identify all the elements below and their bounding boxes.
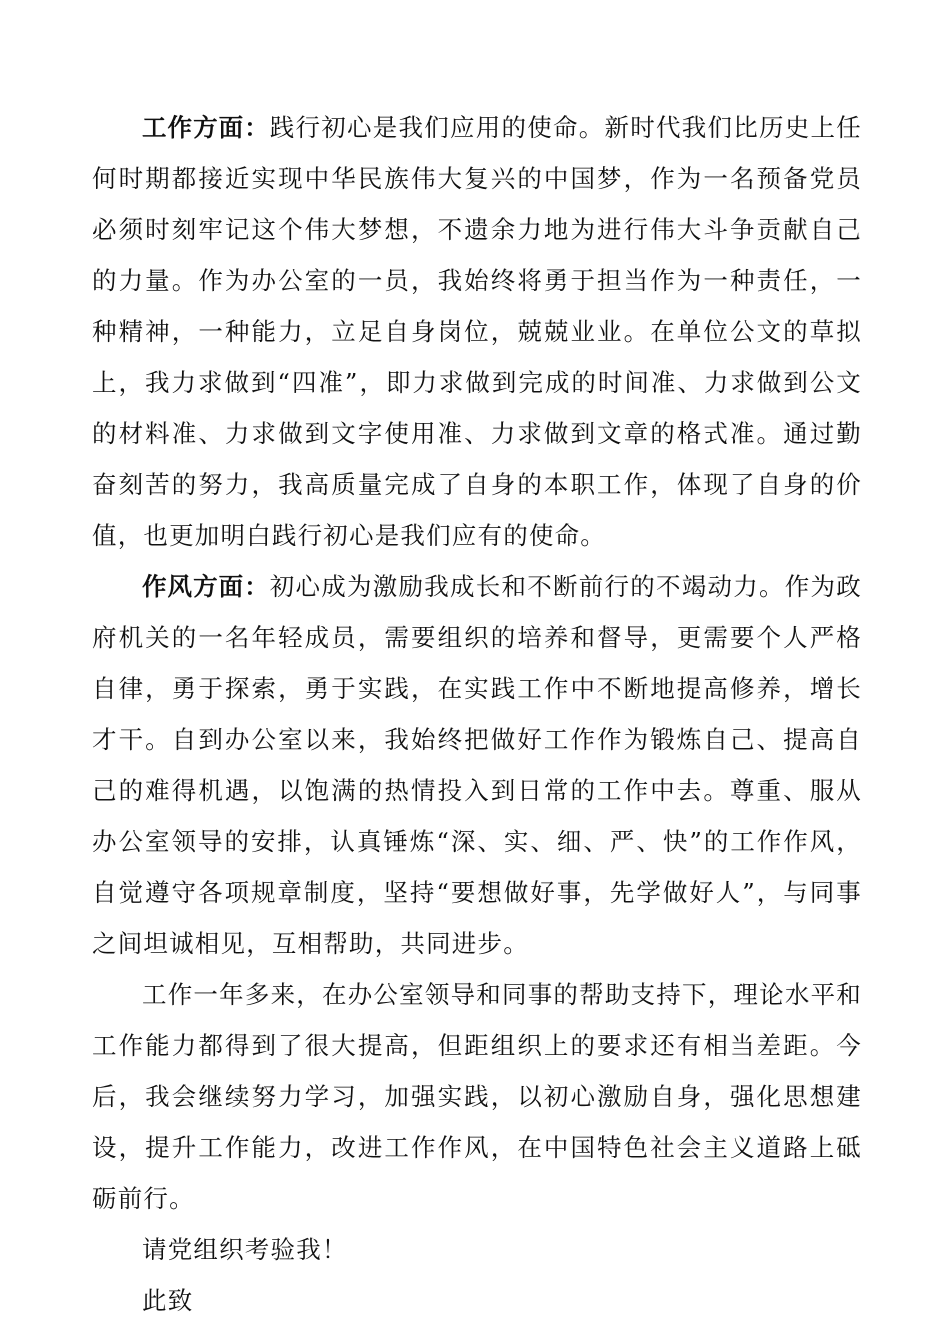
paragraph-request <box>92 1224 862 1275</box>
paragraph-lead-heading: 作风方面： <box>142 572 270 601</box>
paragraph-work <box>92 102 862 561</box>
paragraph-body-text: 初心成为激励我成长和不断前行的不竭动力。作为政府机关的一名年轻成员，需要组织的培养和督导，更需要个人严格自律，勇于探索，勇于实践，在实践工作中不断地提高修养，增长才干。自到办公室以来，我始终把做好工作作为锻炼自己、提高自己的难得机遇，以饱满的热情投入到日常的工作中去。尊重、服从办公室领导的安排，认真锤炼“深、实、细、严、快”的工作作风，自觉遵守各项规章制度，坚持“要想做好事，先学做好人”，与同事之间坦诚相见，互相帮助，共同进步。 <box>92 572 862 958</box>
paragraph-lead-heading: 工作方面： <box>142 113 270 142</box>
paragraph-body-text: 此致 <box>142 1286 194 1315</box>
document-page <box>92 102 862 1326</box>
paragraph-closing <box>92 1275 862 1326</box>
paragraph-style <box>92 561 862 969</box>
paragraph-body-text: 请党组织考验我！ <box>142 1235 348 1264</box>
paragraph-summary <box>92 969 862 1224</box>
paragraph-body-text: 践行初心是我们应用的使命。新时代我们比历史上任何时期都接近实现中华民族伟大复兴的中国梦，作为一名预备党员必须时刻牢记这个伟大梦想，不遗余力地为进行伟大斗争贡献自己的力量。作为办公室的一员，我始终将勇于担当作为一种责任，一种精神，一种能力，立足自身岗位，兢兢业业。在单位公文的草拟上，我力求做到“四准”，即力求做到完成的时间准、力求做到公文的材料准、力求做到文字使用准、力求做到文章的格式准。通过勤奋刻苦的努力，我高质量完成了自身的本职工作，体现了自身的价值，也更加明白践行初心是我们应有的使命。 <box>92 113 862 550</box>
paragraph-body-text: 工作一年多来，在办公室领导和同事的帮助支持下，理论水平和工作能力都得到了很大提高，但距组织上的要求还有相当差距。今后，我会继续努力学习，加强实践，以初心激励自身，强化思想建设，提升工作能力，改进工作作风，在中国特色社会主义道路上砥砺前行。 <box>92 980 862 1213</box>
